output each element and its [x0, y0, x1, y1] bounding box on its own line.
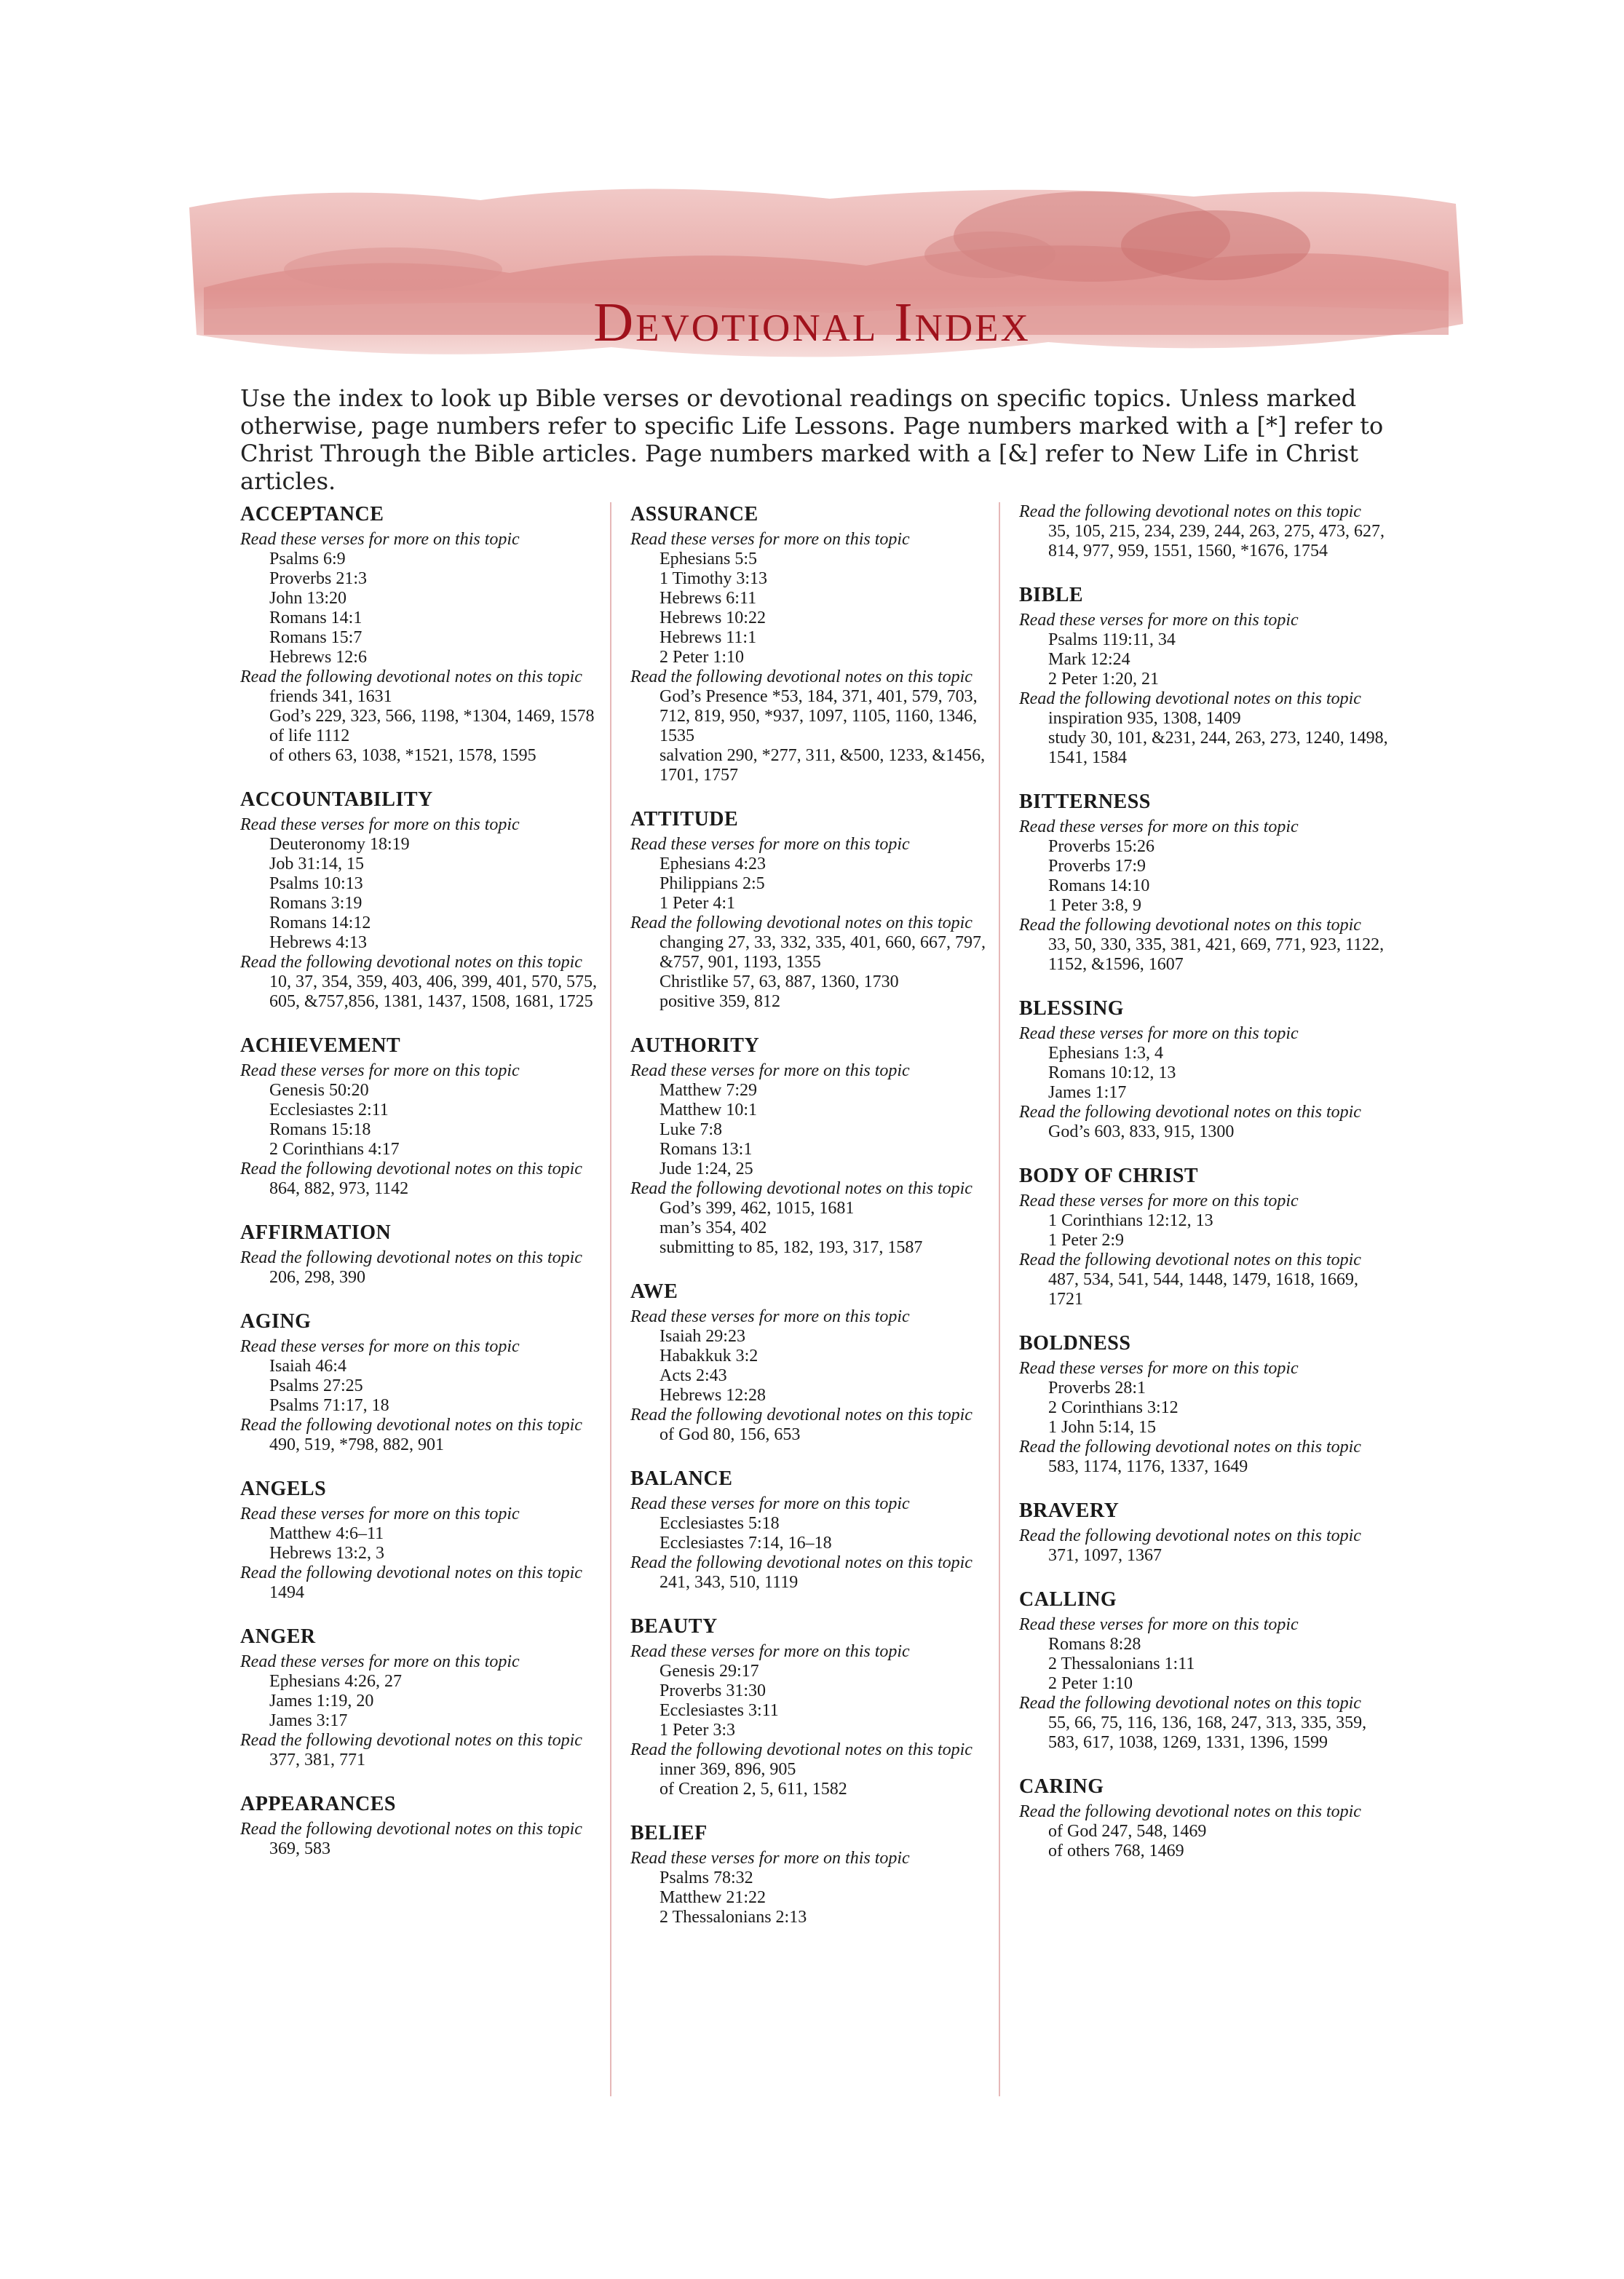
index-topic [630, 807, 1002, 1012]
topic-reference: Hebrews 12:28 [659, 1386, 766, 1405]
topic-note-label: Read the following devotional notes on this topic [1019, 1103, 1361, 1122]
topic-note-label: Read the following devotional notes on this topic [1019, 1438, 1361, 1456]
index-topic [1019, 996, 1390, 1142]
topic-reference: Romans 8:28 [1048, 1635, 1141, 1654]
topic-note-label: Read these verses for more on this topic [240, 815, 520, 834]
topic-note-label: Read these verses for more on this topic [240, 1652, 520, 1671]
topic-note-label: Read the following devotional notes on this topic [240, 1563, 582, 1582]
topic-reference: Proverbs 15:26 [1048, 837, 1154, 856]
topic-reference: Genesis 29:17 [659, 1662, 759, 1681]
topic-reference: positive 359, 812 [659, 992, 780, 1011]
index-topic [1019, 790, 1390, 975]
topic-reference: Romans 13:1 [659, 1140, 753, 1159]
index-topic [240, 788, 611, 1012]
topic-reference: of Creation 2, 5, 611, 1582 [659, 1780, 847, 1799]
topic-reference: 10, 37, 354, 359, 403, 406, 399, 401, 570, 575, 605, &757,856, 1381, 1437, 1508, 1681, 1725 [269, 972, 597, 1011]
topic-note-label: Read the following devotional notes on this topic [1019, 1802, 1361, 1821]
topic-heading: CARING [1019, 1775, 1104, 1798]
topic-heading: BIBLE [1019, 584, 1084, 606]
topic-heading: ACHIEVEMENT [240, 1034, 401, 1057]
page-title: Devotional Index [593, 292, 1031, 353]
topic-note-label: Read these verses for more on this topic [240, 530, 520, 549]
topic-reference: John 13:20 [269, 589, 347, 608]
topic-note-label: Read these verses for more on this topic [1019, 1359, 1299, 1378]
topic-note-label: Read these verses for more on this topic [630, 1307, 910, 1326]
topic-reference: Hebrews 6:11 [659, 589, 757, 608]
topic-reference: man’s 354, 402 [659, 1218, 767, 1237]
index-topic [1019, 1331, 1390, 1477]
topic-reference: Ephesians 4:26, 27 [269, 1672, 402, 1691]
topic-note-label: Read these verses for more on this topic [1019, 1192, 1299, 1210]
topic-reference: of others 768, 1469 [1048, 1842, 1184, 1860]
topic-note-label: Read these verses for more on this topic [630, 835, 910, 854]
topic-reference: 377, 381, 771 [269, 1751, 365, 1769]
topic-reference: Matthew 10:1 [659, 1101, 757, 1119]
topic-note-label: Read the following devotional notes on this topic [1019, 1526, 1361, 1545]
index-topic [630, 1467, 1002, 1593]
topic-reference: 1 Peter 3:3 [659, 1721, 735, 1740]
topic-heading: ANGELS [240, 1478, 327, 1500]
topic-reference: James 1:17 [1048, 1083, 1127, 1102]
topic-heading: AGING [240, 1310, 312, 1333]
topic-reference: friends 341, 1631 [269, 687, 392, 706]
topic-reference: Matthew 7:29 [659, 1081, 757, 1100]
topic-reference: Psalms 71:17, 18 [269, 1396, 389, 1415]
index-topic [630, 1614, 1002, 1799]
topic-note-label: Read the following devotional notes on this topic [1019, 689, 1361, 708]
topic-reference: changing 27, 33, 332, 335, 401, 660, 667, 797, &757, 901, 1193, 1355 [659, 933, 986, 972]
topic-heading: APPEARANCES [240, 1793, 396, 1815]
index-topic [1019, 502, 1390, 561]
topic-heading: AUTHORITY [630, 1034, 760, 1057]
topic-reference: Romans 14:1 [269, 609, 363, 627]
index-topic [630, 1280, 1002, 1445]
topic-reference: God’s 229, 323, 566, 1198, *1304, 1469, 1578 [269, 707, 595, 726]
topic-reference: 1 Corinthians 12:12, 13 [1048, 1211, 1213, 1230]
topic-note-label: Read these verses for more on this topic [240, 1505, 520, 1523]
topic-reference: of God 247, 548, 1469 [1048, 1822, 1207, 1841]
topic-reference: Job 31:14, 15 [269, 855, 365, 873]
topic-reference: inner 369, 896, 905 [659, 1760, 796, 1779]
topic-reference: Philippians 2:5 [659, 874, 765, 893]
topic-note-label: Read the following devotional notes on this topic [240, 1160, 582, 1178]
topic-reference: Deuteronomy 18:19 [269, 835, 410, 854]
index-column-3 [1019, 502, 1390, 1883]
topic-reference: Ecclesiastes 7:14, 16–18 [659, 1534, 832, 1553]
topic-reference: 206, 298, 390 [269, 1268, 365, 1287]
topic-reference: Psalms 119:11, 34 [1048, 630, 1176, 649]
topic-reference: God’s Presence *53, 184, 371, 401, 579, 703, 712, 819, 950, *937, 1097, 1105, 1160, 1346, 1535 [659, 687, 978, 745]
topic-reference: Acts 2:43 [659, 1366, 727, 1385]
topic-reference: Hebrews 10:22 [659, 609, 766, 627]
topic-reference: God’s 603, 833, 915, 1300 [1048, 1122, 1235, 1141]
topic-reference: Romans 14:10 [1048, 876, 1150, 895]
topic-note-label: Read these verses for more on this topic [240, 1337, 520, 1356]
topic-reference: Hebrews 11:1 [659, 628, 757, 647]
topic-note-label: Read the following devotional notes on this topic [1019, 1694, 1361, 1713]
topic-reference: James 1:19, 20 [269, 1692, 374, 1711]
topic-reference: 2 Thessalonians 2:13 [659, 1908, 807, 1927]
topic-reference: 490, 519, *798, 882, 901 [269, 1435, 444, 1454]
index-topic [630, 1034, 1002, 1258]
topic-reference: Ephesians 4:23 [659, 855, 766, 873]
topic-reference: James 3:17 [269, 1711, 348, 1730]
topic-heading: BLESSING [1019, 997, 1125, 1020]
topic-heading: BELIEF [630, 1822, 708, 1844]
topic-note-label: Read the following devotional notes on this topic [630, 913, 973, 932]
topic-reference: Proverbs 31:30 [659, 1681, 766, 1700]
topic-heading: BODY OF CHRIST [1019, 1165, 1199, 1187]
topic-reference: Christlike 57, 63, 887, 1360, 1730 [659, 972, 899, 991]
topic-reference: salvation 290, *277, 311, &500, 1233, &1456, 1701, 1757 [659, 746, 986, 785]
topic-reference: Romans 15:18 [269, 1120, 371, 1139]
topic-reference: God’s 399, 462, 1015, 1681 [659, 1199, 855, 1218]
index-column-1 [240, 502, 611, 1881]
topic-heading: ASSURANCE [630, 503, 758, 526]
topic-reference: study 30, 101, &231, 244, 263, 273, 1240, 1498, 1541, 1584 [1048, 729, 1388, 767]
topic-reference: Hebrews 13:2, 3 [269, 1544, 384, 1563]
topic-reference: Jude 1:24, 25 [659, 1160, 753, 1178]
topic-heading: BEAUTY [630, 1615, 718, 1638]
index-topic [1019, 583, 1390, 768]
topic-note-label: Read the following devotional notes on this topic [1019, 1251, 1361, 1269]
topic-heading: BRAVERY [1019, 1499, 1120, 1522]
topic-heading: ANGER [240, 1625, 316, 1648]
topic-note-label: Read the following devotional notes on this topic [630, 1740, 973, 1759]
topic-note-label: Read these verses for more on this topic [630, 1061, 910, 1080]
topic-note-label: Read the following devotional notes on this topic [240, 1731, 582, 1750]
topic-note-label: Read the following devotional notes on this topic [1019, 916, 1361, 935]
topic-heading: AFFIRMATION [240, 1221, 392, 1244]
topic-note-label: Read these verses for more on this topic [630, 1849, 910, 1868]
topic-heading: ACCEPTANCE [240, 503, 384, 526]
topic-reference: Ephesians 5:5 [659, 550, 757, 568]
topic-note-label: Read these verses for more on this topic [1019, 817, 1299, 836]
index-topic [240, 1477, 611, 1603]
topic-note-label: Read these verses for more on this topic [630, 1494, 910, 1513]
index-topic [240, 1792, 611, 1859]
index-topic [240, 1221, 611, 1288]
topic-reference: Mark 12:24 [1048, 650, 1130, 669]
topic-note-label: Read the following devotional notes on this topic [630, 667, 973, 686]
topic-reference: 1 Timothy 3:13 [659, 569, 768, 588]
topic-reference: 583, 1174, 1176, 1337, 1649 [1048, 1457, 1248, 1476]
topic-reference: Ecclesiastes 3:11 [659, 1701, 779, 1720]
topic-reference: Romans 3:19 [269, 894, 363, 913]
topic-reference: Proverbs 21:3 [269, 569, 367, 588]
topic-reference: Psalms 27:25 [269, 1376, 363, 1395]
topic-reference: Isaiah 46:4 [269, 1357, 346, 1376]
index-topic [240, 1034, 611, 1199]
index-topic [630, 1821, 1002, 1927]
topic-reference: Luke 7:8 [659, 1120, 722, 1139]
topic-reference: 371, 1097, 1367 [1048, 1546, 1162, 1565]
topic-reference: 55, 66, 75, 116, 136, 168, 247, 313, 335, 359, 583, 617, 1038, 1269, 1331, 1396, 1599 [1048, 1713, 1367, 1752]
topic-note-label: Read these verses for more on this topic [1019, 611, 1299, 630]
topic-reference: 2 Corinthians 4:17 [269, 1140, 400, 1159]
topic-reference: of life 1112 [269, 726, 350, 745]
topic-reference: Proverbs 17:9 [1048, 857, 1146, 876]
topic-reference: Proverbs 28:1 [1048, 1379, 1146, 1398]
topic-note-label: Read the following devotional notes on this topic [240, 1820, 582, 1839]
index-topic [630, 502, 1002, 785]
topic-reference: 33, 50, 330, 335, 381, 421, 669, 771, 923, 1122, 1152, &1596, 1607 [1048, 935, 1385, 974]
index-topic [240, 1309, 611, 1455]
topic-note-label: Read the following devotional notes on this topic [630, 1553, 973, 1572]
topic-reference: inspiration 935, 1308, 1409 [1048, 709, 1241, 728]
topic-reference: 487, 534, 541, 544, 1448, 1479, 1618, 1669, 1721 [1048, 1270, 1358, 1309]
topic-reference: 2 Peter 1:10 [1048, 1674, 1133, 1693]
topic-reference: Matthew 4:6–11 [269, 1524, 384, 1543]
topic-heading: BOLDNESS [1019, 1332, 1131, 1355]
index-topic [1019, 1164, 1390, 1309]
topic-reference: 1 Peter 3:8, 9 [1048, 896, 1141, 915]
index-topic [240, 1625, 611, 1770]
topic-reference: Isaiah 29:23 [659, 1327, 745, 1346]
topic-reference: Psalms 78:32 [659, 1868, 753, 1887]
topic-heading: BITTERNESS [1019, 790, 1151, 813]
topic-reference: 1 Peter 4:1 [659, 894, 735, 913]
topic-heading: AWE [630, 1280, 678, 1303]
topic-note-label: Read these verses for more on this topic [630, 1642, 910, 1661]
index-column-2 [630, 502, 1002, 1949]
topic-reference: 1 John 5:14, 15 [1048, 1418, 1157, 1437]
topic-reference: submitting to 85, 182, 193, 317, 1587 [659, 1238, 923, 1257]
topic-reference: of others 63, 1038, *1521, 1578, 1595 [269, 746, 536, 765]
topic-reference: 2 Thessalonians 1:11 [1048, 1654, 1195, 1673]
topic-heading: ATTITUDE [630, 808, 739, 831]
topic-reference: Hebrews 12:6 [269, 648, 367, 667]
intro-paragraph: Use the index to look up Bible verses or devotional readings on specific topics. Unless marked otherwise, page numbers refer to specific Life Lessons. Page numbers marked with a [*] refer to Christ Through the Bible articles. Page numbers marked with a [&] refer to New Life in Christ articles. [240, 384, 1384, 495]
topic-reference: 35, 105, 215, 234, 239, 244, 263, 275, 473, 627, 814, 977, 959, 1551, 1560, *1676, 1754 [1048, 522, 1385, 560]
topic-reference: Ecclesiastes 5:18 [659, 1514, 780, 1533]
topic-reference: Psalms 6:9 [269, 550, 346, 568]
topic-reference: Psalms 10:13 [269, 874, 363, 893]
topic-reference: 2 Corinthians 3:12 [1048, 1398, 1179, 1417]
index-topic [1019, 1588, 1390, 1753]
topic-reference: 1 Peter 2:9 [1048, 1231, 1124, 1250]
topic-note-label: Read the following devotional notes on this topic [630, 1179, 973, 1198]
topic-note-label: Read the following devotional notes on this topic [240, 1248, 582, 1267]
topic-heading: ACCOUNTABILITY [240, 788, 433, 811]
topic-reference: 864, 882, 973, 1142 [269, 1179, 409, 1198]
topic-note-label: Read the following devotional notes on this topic [240, 953, 582, 972]
topic-heading: CALLING [1019, 1588, 1117, 1611]
topic-reference: Ecclesiastes 2:11 [269, 1101, 389, 1119]
topic-note-label: Read the following devotional notes on this topic [630, 1406, 973, 1424]
topic-reference: Genesis 50:20 [269, 1081, 369, 1100]
topic-note-label: Read the following devotional notes on this topic [240, 667, 582, 686]
topic-reference: Romans 10:12, 13 [1048, 1063, 1176, 1082]
topic-reference: 2 Peter 1:20, 21 [1048, 670, 1159, 689]
topic-reference: 2 Peter 1:10 [659, 648, 744, 667]
topic-note-label: Read the following devotional notes on this topic [240, 1416, 582, 1435]
topic-note-label: Read these verses for more on this topic [630, 530, 910, 549]
topic-reference: 1494 [269, 1583, 304, 1602]
topic-heading: BALANCE [630, 1467, 733, 1490]
index-topic [1019, 1499, 1390, 1566]
topic-note-label: Read these verses for more on this topic [1019, 1024, 1299, 1043]
topic-reference: Romans 15:7 [269, 628, 363, 647]
topic-reference: Ephesians 1:3, 4 [1048, 1044, 1163, 1063]
topic-reference: Hebrews 4:13 [269, 933, 367, 952]
topic-reference: 241, 343, 510, 1119 [659, 1573, 799, 1592]
topic-reference: of God 80, 156, 653 [659, 1425, 801, 1444]
topic-note-label: Read these verses for more on this topic [240, 1061, 520, 1080]
topic-note-label: Read the following devotional notes on this topic [1019, 502, 1361, 521]
topic-reference: Habakkuk 3:2 [659, 1347, 758, 1366]
topic-reference: 369, 583 [269, 1839, 330, 1858]
topic-reference: Matthew 21:22 [659, 1888, 766, 1907]
topic-note-label: Read these verses for more on this topic [1019, 1615, 1299, 1634]
index-topic [1019, 1775, 1390, 1861]
index-topic [240, 502, 611, 766]
topic-reference: Romans 14:12 [269, 913, 371, 932]
